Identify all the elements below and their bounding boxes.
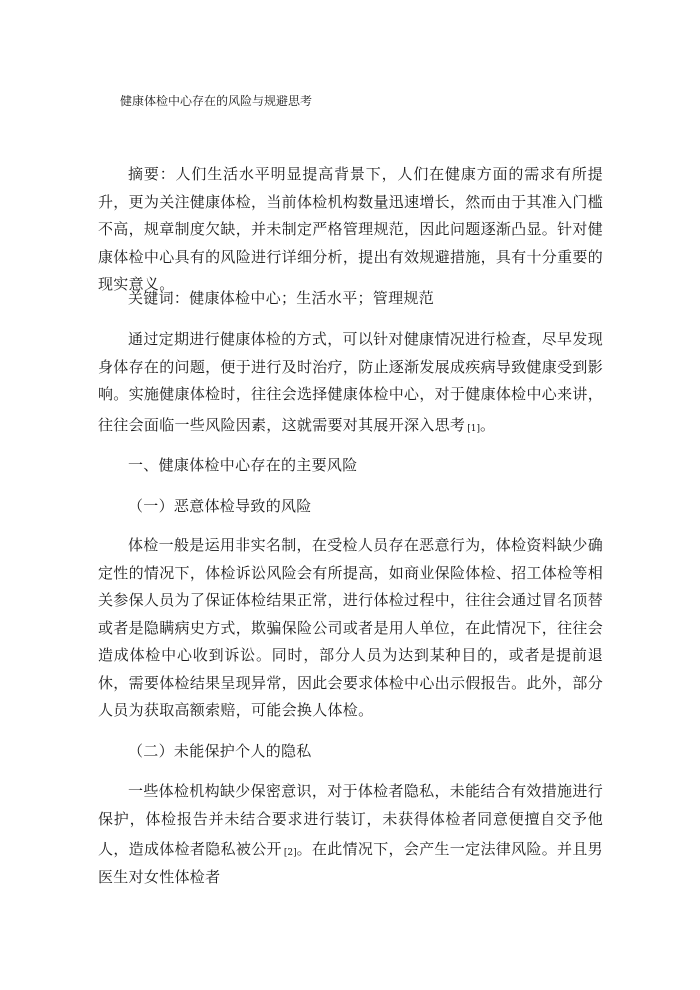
- subsection-2-end: 。在此情况下，会产生一定法律风险。并且男医生对女性体检者: [98, 840, 603, 886]
- document-title: 健康体检中心存在的风险与规避思考: [120, 94, 313, 108]
- citation-ref-2: [2]: [283, 848, 297, 858]
- keywords-line: 关键词：健康体检中心；生活水平；管理规范: [128, 289, 435, 307]
- abstract-paragraph: 摘要：人们生活水平明显提高背景下，人们在健康方面的需求有所提升，更为关注健康体检，当前体检机构数量迅速增长，然而由于其准入门槛不高，规章制度欠缺，并未制定严格管理规范，因此问题逐渐凸显。针对健康体检中心具有的风险进行详细分析，提出有效规避措施，具有十分重要的现实意义。: [98, 165, 603, 293]
- intro-end: 。: [479, 415, 496, 434]
- intro-paragraph: [98, 326, 603, 439]
- subsection-heading-1: （一）恶意体检导致的风险: [128, 497, 312, 515]
- subsection-2-paragraph: [98, 778, 603, 891]
- subsection-1-paragraph: 体检一般是运用非实名制，在受检人员存在恶意行为，体检资料缺少确定性的情况下，体检诉讼风险会有所提高，如商业保险体检、招工体检等相关参保人员为了保证体检结果正常，进行体检过程中，往往会通过冒名顶替或者是隐瞒病史方式，欺骗保险公司或者是用人单位，在此情况下，往往会造成体检中心收到诉讼。同时，部分人员为达到某种目的，或者是提前退休，需要体检结果呈现异常，因此会要求体检中心出示假报告。此外，部分人员为获取高额索赔，可能会换人体检。: [98, 536, 603, 719]
- subsection-2-text: 一些体检机构缺少保密意识，对于体检者隐私，未能结合有效措施进行保护，体检报告并未结合要求进行装订，未获得体检者同意便擅自交予他人，造成体检者隐私被公开: [98, 782, 603, 858]
- subsection-heading-2: （二）未能保护个人的隐私: [128, 742, 312, 760]
- citation-ref-1: [1]: [467, 423, 480, 434]
- intro-text: 通过定期进行健康体检的方式，可以针对健康情况进行检查，尽早发现身体存在的问题，便于进行及时治疗，防止逐渐发展成疾病导致健康受到影响。实施健康体检时，往往会选择健康体检中心，对于健康体检中心来讲，往往会面临一些风险因素，这就需要对其展开深入思考: [98, 330, 603, 434]
- section-heading-1: 一、健康体检中心存在的主要风险: [128, 456, 358, 474]
